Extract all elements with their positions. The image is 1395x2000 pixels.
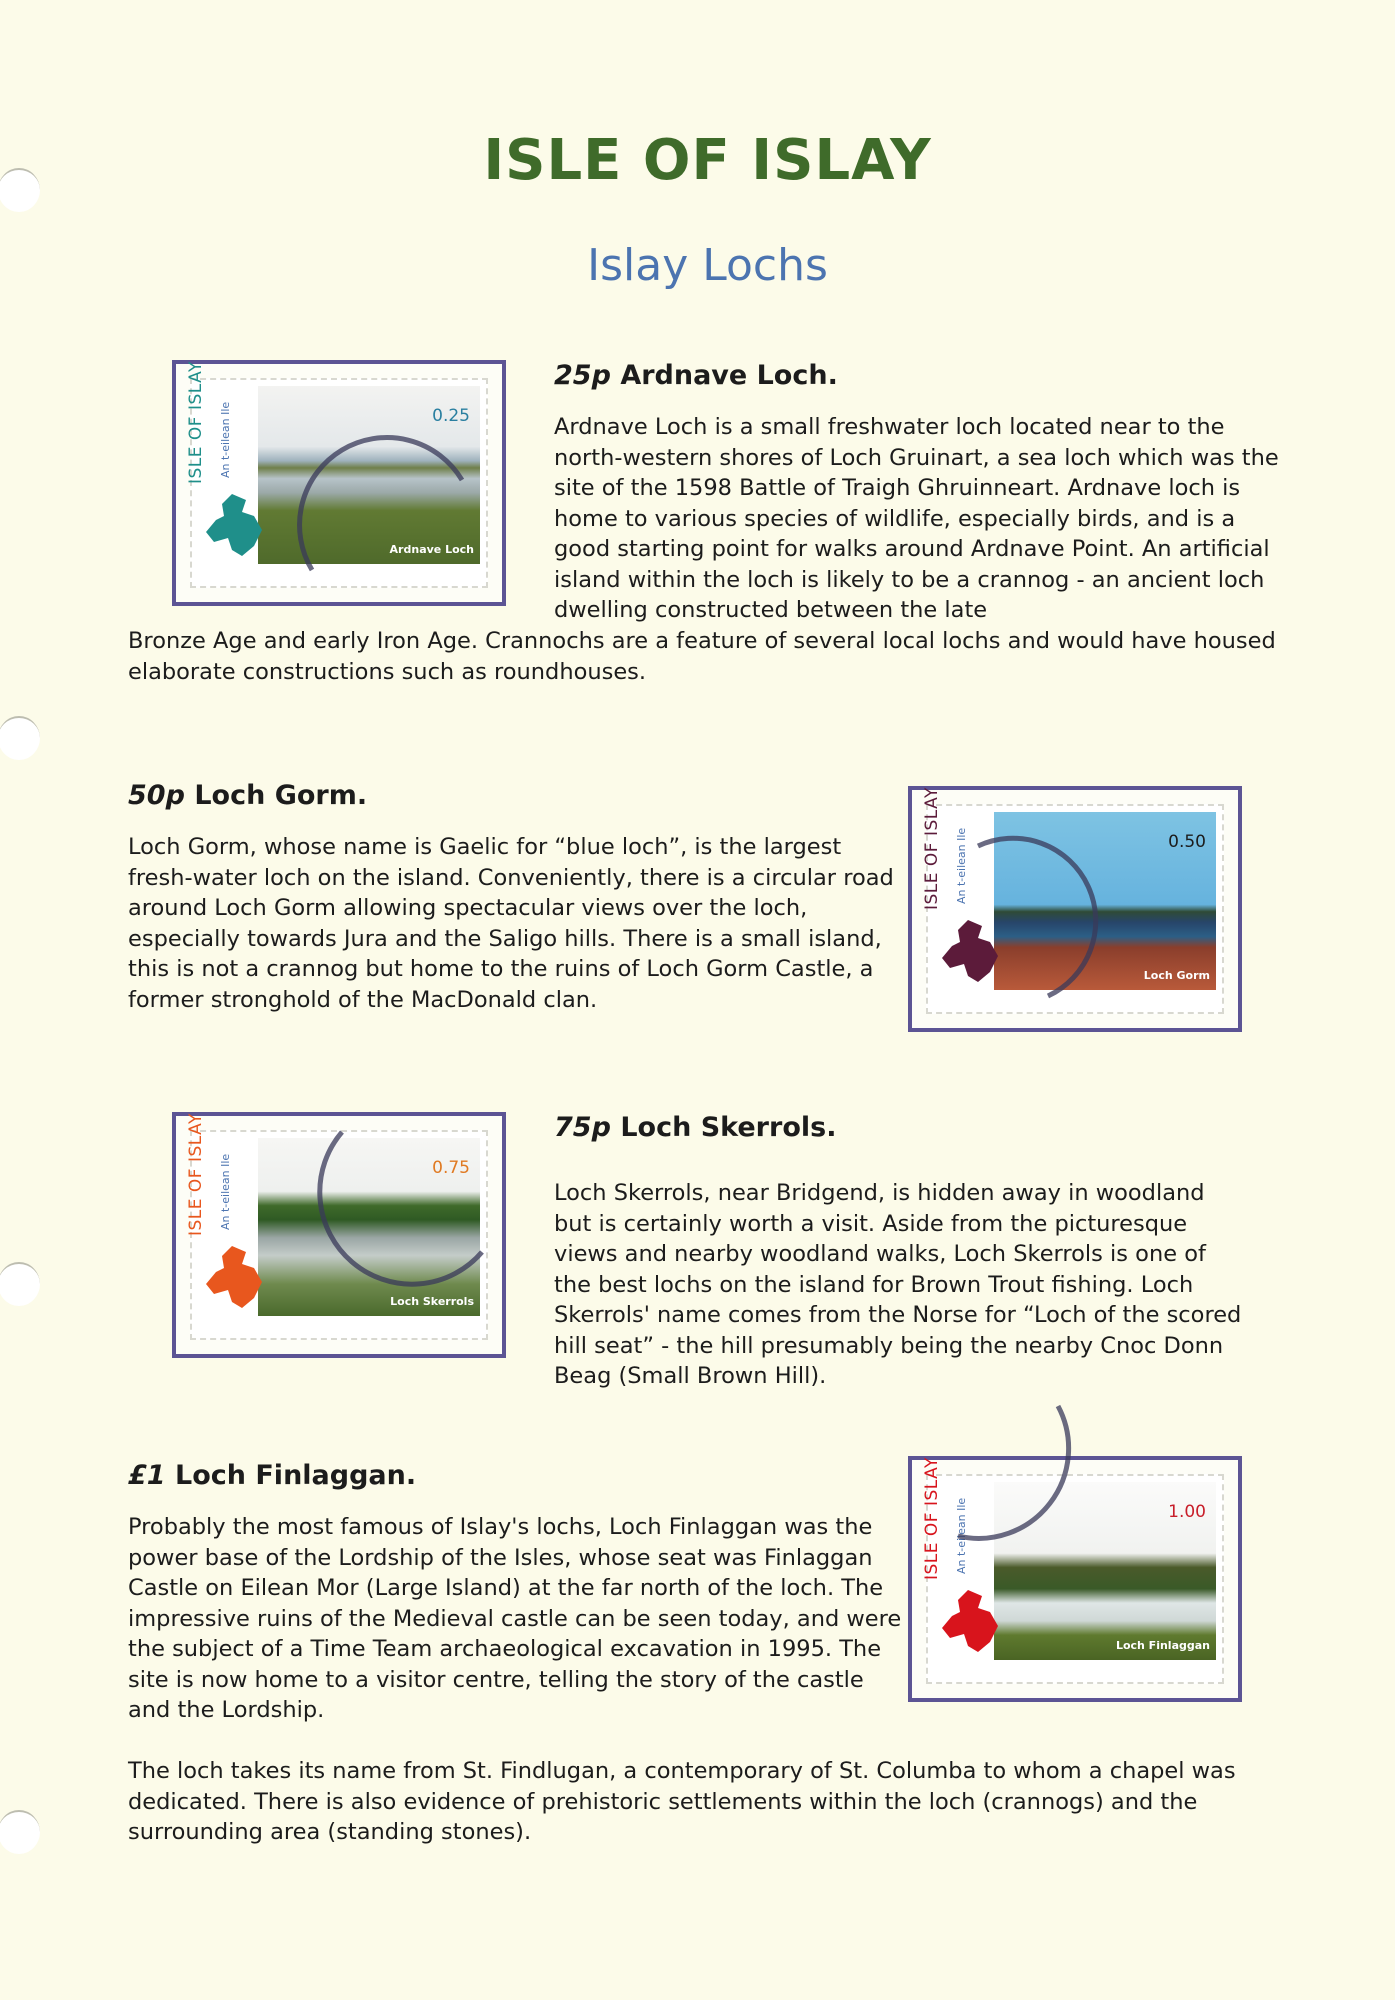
stamp-finlaggan (922, 1457, 1224, 1684)
page-subtitle: Islay Lochs (587, 240, 828, 291)
punch-hole (0, 1262, 40, 1306)
stamp-gaelic: An t-eilean Ile (219, 401, 232, 478)
postmark (938, 1386, 1118, 1566)
islay-map-icon (202, 490, 274, 562)
section-heading-gorm (128, 780, 367, 811)
denomination: 75p (554, 1112, 611, 1143)
stamp-country: ISLE OF ISLAY (922, 787, 942, 910)
denomination: 25p (554, 360, 611, 391)
denomination: £1 (128, 1460, 166, 1491)
loch-name: Ardnave Loch. (620, 360, 838, 391)
stamp-gaelic: An t-eilean Ile (955, 827, 968, 904)
islay-map-icon (938, 1586, 1010, 1658)
page-title: ISLE OF ISLAY (483, 128, 932, 193)
stamp-gorm (922, 787, 1224, 1014)
section-text-ardnave-cont: Bronze Age and early Iron Age. Crannochs are a feature of several local lochs and would have housed elaborate constructions such as roundhouses. (128, 628, 1276, 685)
punch-hole (0, 1810, 40, 1854)
denomination: 50p (128, 780, 185, 811)
stamp-ardnave (186, 361, 488, 588)
stamp-frame-ardnave (172, 360, 506, 606)
section-text-ardnave: Ardnave Loch is a small freshwater loch located near to the north-western shores of Loch Gruinart, a sea loch which was the site of the 1598 Battle of Traigh Ghruinneart. Ardnave loch is home to various species of wildlife, especially birds, and is a good starting point for walks around Ardnave Point. An artificial island within the loch is likely to be a crannog - an ancient loch dwelling constructed between the late (554, 414, 1279, 623)
section-text-finlaggan: Probably the most famous of Islay's lochs, Loch Finlaggan was the power base of the Lordship of the Isles, whose seat was Finlaggan Castle on Eilean Mor (Large Island) at the far north of the loch. The impressive ruins of the Medieval castle can be seen today, and were the subject of a Time Team archaeological excavation in 1995. The site is now home to a visitor centre, telling the story of the castle and the Lordship. (128, 1514, 902, 1723)
stamp-skerrols (186, 1113, 488, 1340)
stamp-frame-skerrols (172, 1112, 506, 1358)
stamp-value: 0.50 (1168, 832, 1206, 852)
section-heading-ardnave (554, 360, 838, 391)
section-heading-finlaggan (128, 1460, 416, 1491)
postmark (332, 1122, 512, 1302)
stamp-country: ISLE OF ISLAY (186, 1113, 206, 1236)
section-heading-skerrols (554, 1112, 836, 1143)
stamp-value: 0.75 (432, 1158, 470, 1178)
stamp-value: 1.00 (1168, 1502, 1206, 1522)
stamp-value: 0.25 (432, 406, 470, 426)
stamp-country: ISLE OF ISLAY (186, 361, 206, 484)
loch-name: Loch Gorm. (194, 780, 368, 811)
loch-name: Loch Skerrols. (620, 1112, 837, 1143)
stamp-frame-finlaggan (908, 1456, 1242, 1702)
stamp-label: Loch Skerrols (390, 1295, 474, 1308)
stamp-frame-gorm (908, 786, 1242, 1032)
stamp-label: Loch Finlaggan (1115, 1639, 1210, 1652)
stamp-gaelic: An t-eilean Ile (955, 1497, 968, 1574)
section-text-gorm: Loch Gorm, whose name is Gaelic for “blue loch”, is the largest fresh-water loch on the island. Conveniently, there is a circular road around Loch Gorm allowing spectacular views over the loch, especially towards Jura and the Saligo hills. There is a small island, this is not a crannog but home to the ruins of Loch Gorm Castle, a former stronghold of the MacDonald clan. (128, 834, 894, 1013)
section-text-finlaggan-extra: The loch takes its name from St. Findlugan, a contemporary of St. Columba to whom a chapel was dedicated. There is also evidence of prehistoric settlements within the loch (crannogs) and the surrounding area (standing stones). (128, 1758, 1236, 1845)
stamp-gaelic: An t-eilean Ile (219, 1153, 232, 1230)
section-text-skerrols: Loch Skerrols, near Bridgend, is hidden away in woodland but is certainly worth a visit. Aside from the picturesque views and nearby woodland walks, Loch Skerrols is one of the best lochs on the island for Brown Trout fishing. Loch Skerrols' name comes from the Norse for “Loch of the scored hill seat” - the hill presumably being the nearby Cnoc Donn Beag (Small Brown Hill). (554, 1180, 1242, 1389)
punch-hole (0, 716, 40, 760)
loch-name: Loch Finlaggan. (174, 1460, 417, 1491)
postmark (938, 826, 1118, 1006)
postmark (292, 420, 472, 600)
stamp-label: Loch Gorm (1143, 969, 1210, 982)
stamp-label: Ardnave Loch (389, 543, 474, 556)
islay-map-icon (202, 1242, 274, 1314)
stamp-country: ISLE OF ISLAY (922, 1457, 942, 1580)
